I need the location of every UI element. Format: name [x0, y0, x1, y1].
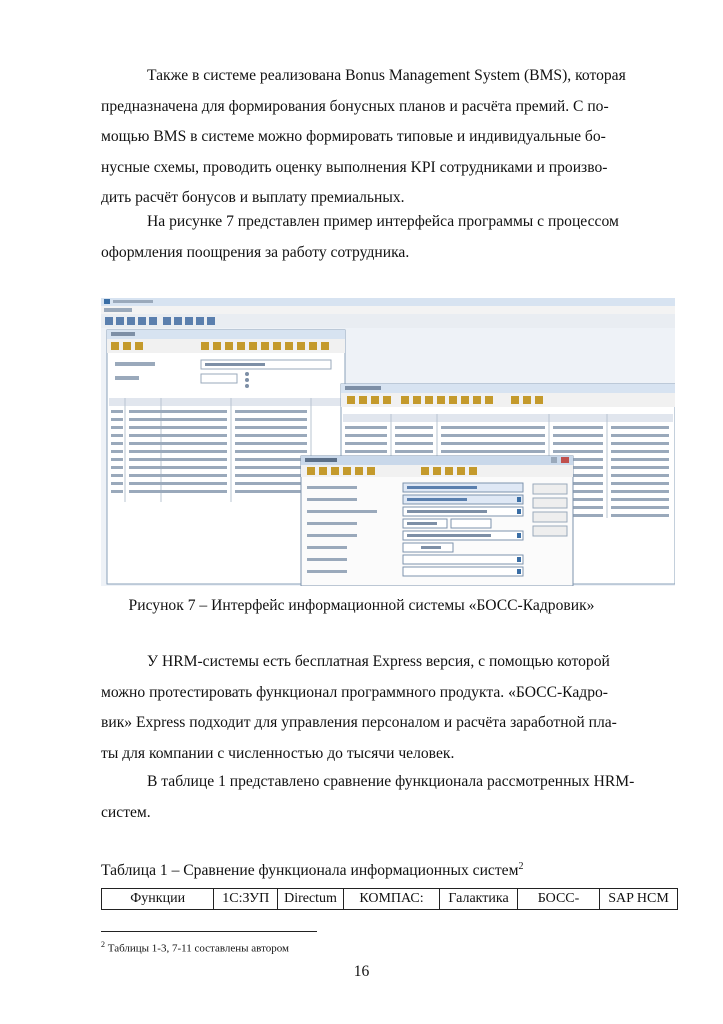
paragraph-express	[101, 647, 673, 769]
text-line: В таблице 1 представлено сравнение функционала рассмотренных HRM-	[147, 773, 635, 790]
text-line: ты для компании с численностью до тысячи человек.	[101, 744, 455, 762]
text-line: У HRM-системы есть бесплатная Express версия, с помощью которой	[147, 653, 610, 670]
table-header-cell: БОСС-	[518, 889, 600, 910]
text-line: предназначена для формирования бонусных планов и расчёта премий. С по-	[101, 97, 609, 115]
table-title-text: Таблица 1 – Сравнение функционала информационных систем	[101, 862, 519, 880]
text-line: дить расчёт бонусов и выплату премиальных.	[101, 189, 405, 206]
comparison-table	[101, 888, 678, 910]
table-header-cell: Галактика	[440, 889, 518, 910]
table-header-cell: Directum	[278, 889, 344, 910]
table-title	[101, 861, 523, 880]
footnote	[101, 940, 289, 955]
text-line: можно протестировать функционал программного продукта. «БОСС-Кадро-	[101, 683, 609, 701]
footnote-text: Таблицы 1-3, 7-11 составлены автором	[107, 942, 289, 955]
table-header-cell: SAP HCM	[600, 889, 678, 910]
paragraph-bms	[101, 61, 673, 214]
figure-caption: Рисунок 7 – Интерфейс информационной системы «БОСС-Кадровик»	[128, 597, 595, 614]
table-header-cell: Функции	[102, 889, 214, 910]
text-line: нусные схемы, проводить оценку выполнения KPI сотрудниками и произво-	[101, 158, 608, 176]
footnote-mark: 2	[518, 861, 524, 872]
table-header-row	[102, 889, 678, 910]
footnote-number: 2	[101, 940, 105, 949]
paragraph-figure-intro	[101, 207, 673, 268]
table-header-cell: КОМПАС:	[343, 889, 439, 910]
text-line: Также в системе реализована Bonus Management System (BMS), которая	[147, 67, 626, 84]
paragraph-table-intro	[101, 767, 673, 828]
table-header-cell: 1С:ЗУП	[214, 889, 278, 910]
text-line: оформления поощрения за работу сотрудника.	[101, 243, 410, 261]
text-line: вик» Express подходит для управления персоналом и расчёта заработной пла-	[101, 714, 617, 731]
text-line: мощью BMS в системе можно формировать типовые и индивидуальные бо-	[101, 128, 606, 145]
footnote-separator	[101, 931, 317, 932]
text-line: систем.	[101, 803, 151, 821]
page-number: 16	[353, 963, 370, 980]
text-line: На рисунке 7 представлен пример интерфейса программы с процессом	[147, 213, 619, 230]
screenshot-figure	[101, 298, 675, 586]
